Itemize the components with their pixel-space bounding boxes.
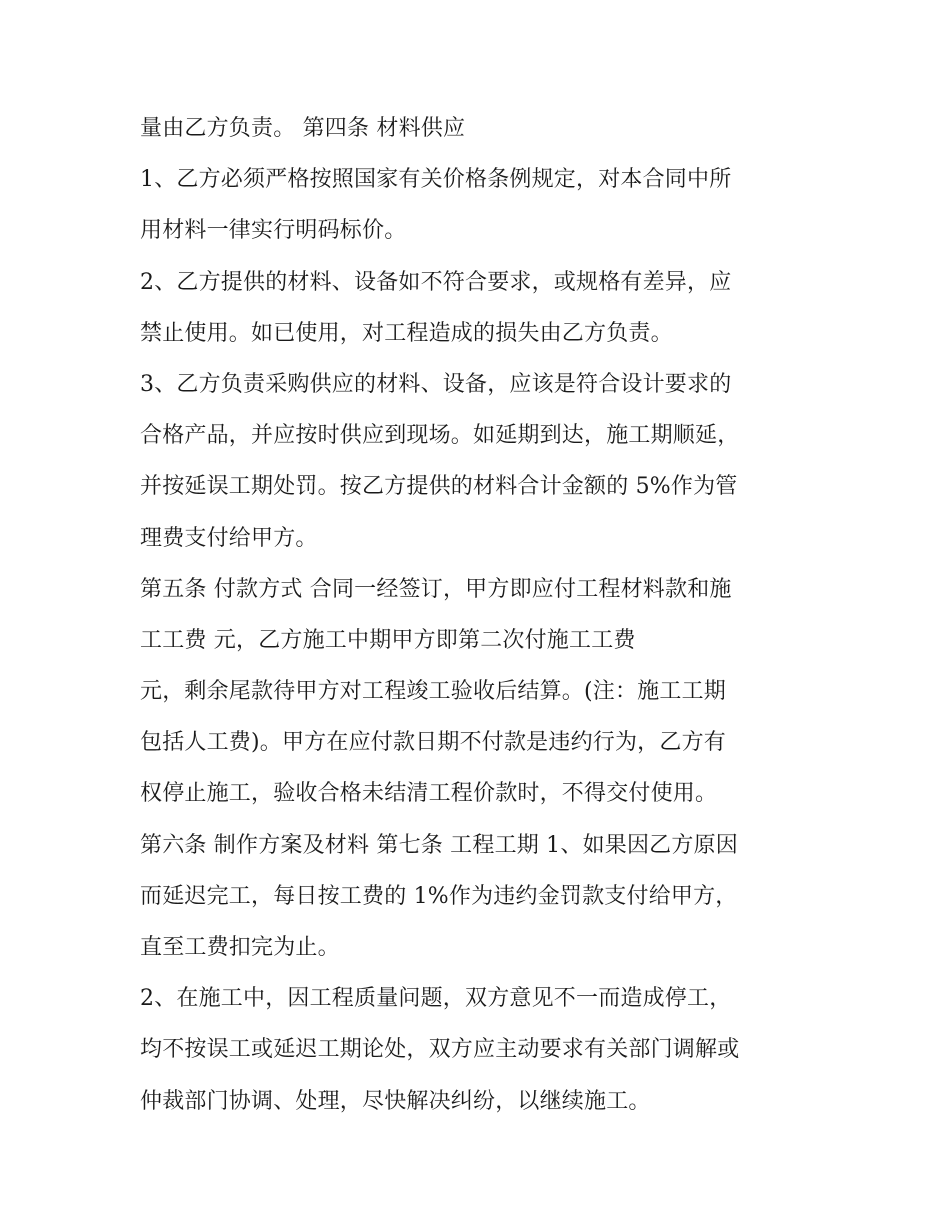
text-line: 包括人工费)。甲方在应付款日期不付款是违约行为，乙方有	[140, 730, 726, 756]
text-line: 量由乙方负责。 第四条 材料供应	[140, 116, 466, 141]
text-line: 元，剩余尾款待甲方对工程竣工验收后结算。(注：施工工期	[140, 679, 726, 705]
text-line: 第五条 付款方式 合同一经签订，甲方即应付工程材料款和施	[140, 576, 732, 602]
text-line: 工工费 元，乙方施工中期甲方即第二次付施工工费	[140, 627, 636, 653]
text-line: 2、在施工中，因工程质量问题，双方意见不一而造成停工，	[140, 986, 732, 1012]
text-line: 第六条 制作方案及材料 第七条 工程工期 1、如果因乙方原因	[140, 832, 738, 858]
text-line: 直至工费扣完为止。	[140, 935, 340, 960]
text-line: 并按延误工期处罚。按乙方提供的材料合计金额的 5%作为管	[140, 474, 738, 500]
text-line: 2、乙方提供的材料、设备如不符合要求，或规格有差异，应	[140, 269, 732, 295]
text-line: 合格产品，并应按时供应到现场。如延期到达，施工期顺延，	[140, 423, 740, 449]
text-line: 而延迟完工，每日按工费的 1%作为违约金罚款支付给甲方，	[140, 883, 738, 909]
text-line: 仲裁部门协调、处理，尽快解决纠纷，以继续施工。	[140, 1088, 651, 1114]
contract-text	[140, 103, 830, 1127]
text-line: 用材料一律实行明码标价。	[140, 218, 407, 244]
text-line: 3、乙方负责采购供应的材料、设备，应该是符合设计要求的	[140, 371, 732, 397]
text-line: 权停止施工，验收合格未结清工程价款时，不得交付使用。	[140, 781, 718, 807]
text-line: 1、乙方必须严格按照国家有关价格条例规定，对本合同中所	[140, 167, 732, 193]
text-line: 禁止使用。如已使用，对工程造成的损失由乙方负责。	[140, 320, 673, 346]
text-line: 理费支付给甲方。	[140, 525, 318, 551]
text-line: 均不按误工或延迟工期论处，双方应主动要求有关部门调解或	[140, 1037, 740, 1063]
